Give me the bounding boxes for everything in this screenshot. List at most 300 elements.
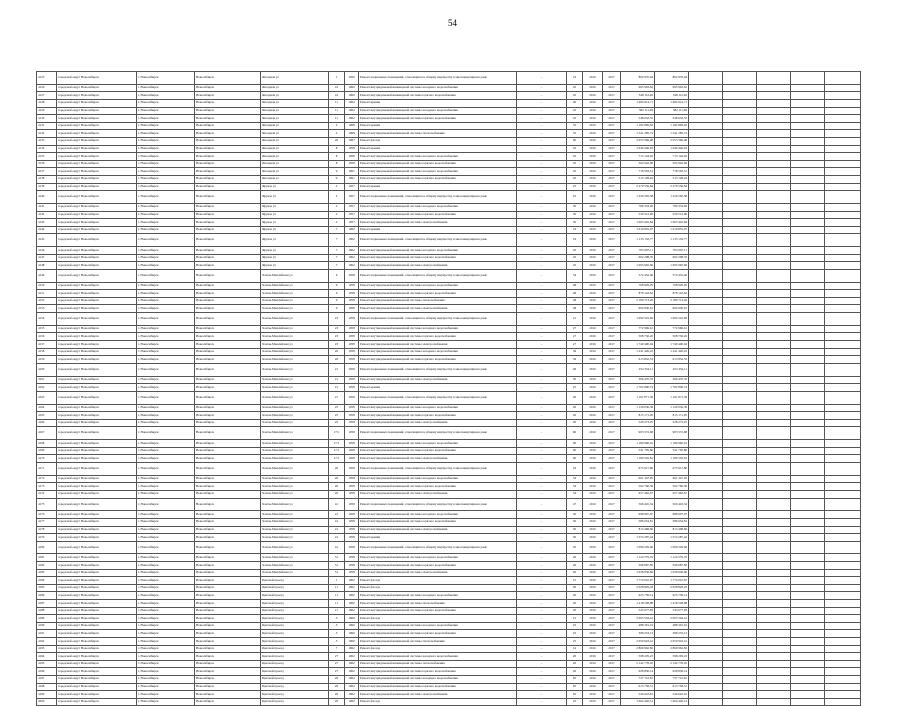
empty-cell [825,638,861,646]
district: Новосибирск [195,305,261,313]
empty-cell [689,462,723,475]
empty-cell [723,455,757,463]
cost-total: 1 418 528,88 [621,600,655,608]
empty-cell [757,254,791,262]
cost-fund: 559 512,96 [655,211,689,219]
empty-cell [791,160,825,168]
municipality: городской округ Новосибирск [57,297,137,305]
work-type: Ремонт подвальных помещений, относящихся к общему имуществу в многоквартирном доме [359,462,517,475]
row-number: 4167 [37,427,57,440]
year-end: 2017 [603,541,621,554]
value-a: – [517,297,567,305]
year-start: 2016 [583,325,603,333]
empty-cell [689,297,723,305]
work-type: Ремонт внутридомовой инженерной системы электроснабжения [359,419,517,427]
empty-cell [825,219,861,227]
value-b: 20 [567,419,583,427]
empty-cell [825,584,861,592]
municipality: городской округ Новосибирск [57,160,137,168]
empty-cell [757,498,791,511]
year-end: 2017 [603,600,621,608]
row-number: 4172 [37,475,57,483]
empty-cell [825,577,861,585]
year-start: 2016 [583,391,603,404]
empty-cell [723,404,757,412]
empty-cell [825,511,861,519]
year-start: 2016 [583,175,603,183]
year-end: 2017 [603,247,621,255]
value-a: – [517,511,567,519]
table-row [37,630,861,638]
cost-fund: 813 468,60 [655,526,689,534]
house-number: 29 [329,698,345,706]
municipality: городской округ Новосибирск [57,577,137,585]
work-type: Ремонт внутридомовой инженерной системы электроснабжения [359,262,517,270]
build-year: 1958 [345,282,359,290]
cost-total: 813 468,60 [621,526,655,534]
cost-fund: 396 470,35 [655,376,689,384]
empty-cell [791,419,825,427]
district: Новосибирск [195,226,261,234]
year-end: 2017 [603,363,621,376]
value-a: – [517,376,567,384]
empty-cell [757,440,791,448]
row-number: 4181 [37,554,57,562]
cost-total: 559 512,96 [621,211,655,219]
empty-cell [791,376,825,384]
table-row [37,72,861,85]
row-number: 4150 [37,282,57,290]
work-type: Ремонт подвальных помещений, относящихся к общему имуществу в многоквартирном доме [359,541,517,554]
empty-cell [723,427,757,440]
empty-cell [723,447,757,455]
value-a: – [517,541,567,554]
empty-cell [723,440,757,448]
cost-total: 718 593,51 [621,168,655,176]
municipality: городской округ Новосибирск [57,584,137,592]
value-b: 20 [567,653,583,661]
city: г. Новосибирск [137,175,195,183]
municipality: городской округ Новосибирск [57,219,137,227]
value-b: 45 [567,84,583,92]
row-number: 4200 [37,698,57,706]
value-b: 19 [567,234,583,247]
empty-cell [757,269,791,282]
value-b: 20 [567,660,583,668]
district: Новосибирск [195,607,261,615]
house-number: 8 [329,153,345,161]
empty-cell [791,483,825,491]
build-year: 1958 [345,419,359,427]
year-end: 2017 [603,462,621,475]
row-number: 4176 [37,511,57,519]
year-end: 2017 [603,592,621,600]
table-row [37,376,861,384]
table-row [37,99,861,107]
work-type: Ремонт внутридомовой инженерной системы теплоснабжения [359,660,517,668]
table-row [37,137,861,145]
cost-fund: 613 852,53 [655,356,689,364]
year-end: 2017 [603,483,621,491]
empty-cell [757,427,791,440]
municipality: городской округ Новосибирск [57,554,137,562]
row-number: 4190 [37,622,57,630]
municipality: городской округ Новосибирск [57,391,137,404]
cost-total: 1 484 914,71 [621,99,655,107]
value-a: – [517,130,567,138]
build-year: 1956 [345,72,359,85]
year-start: 2016 [583,592,603,600]
empty-cell [757,683,791,691]
street: Фасадная ул [261,107,329,115]
work-type: Ремонт внутридомовой инженерной системы холодного водоснабжения [359,404,517,412]
year-end: 2017 [603,297,621,305]
city: г. Новосибирск [137,130,195,138]
year-start: 2016 [583,698,603,706]
work-type: Ремонт внутридомовой инженерной системы холодного водоснабжения [359,592,517,600]
empty-cell [689,262,723,270]
house-number: 20 [329,483,345,491]
build-year: 1962 [345,584,359,592]
table-row [37,600,861,608]
value-b: 45 [567,160,583,168]
district: Новосибирск [195,376,261,384]
empty-cell [757,660,791,668]
city: г. Новосибирск [137,254,195,262]
row-number: 4133 [37,137,57,145]
municipality: городской округ Новосибирск [57,363,137,376]
house-number: 16 [329,84,345,92]
empty-cell [757,168,791,176]
cost-fund: 628 830,14 [655,668,689,676]
year-start: 2016 [583,483,603,491]
row-number: 4183 [37,569,57,577]
build-year: 1962 [345,262,359,270]
value-b: 26 [567,562,583,570]
table-row [37,562,861,570]
value-a: – [517,577,567,585]
value-a: – [517,615,567,623]
cost-fund: 582 111,69 [655,107,689,115]
year-start: 2016 [583,333,603,341]
cost-fund: 695 903,62 [655,84,689,92]
street: Фрунзе ул [261,247,329,255]
district: Новосибирск [195,356,261,364]
empty-cell [723,122,757,130]
empty-cell [757,526,791,534]
empty-cell [689,305,723,313]
empty-cell [825,130,861,138]
build-year: 1958 [345,526,359,534]
table-row [37,254,861,262]
cost-fund: 599 687,85 [655,562,689,570]
empty-cell [723,269,757,282]
value-b: 45 [567,247,583,255]
build-year: 1962 [345,247,359,255]
year-end: 2017 [603,145,621,153]
cost-fund: 1 065 992,66 [655,262,689,270]
table-row [37,511,861,519]
table-row [37,191,861,204]
empty-cell [689,341,723,349]
street: Ханты-Мансийская ул [261,391,329,404]
street: Цветной проезд [261,607,329,615]
empty-cell [757,211,791,219]
empty-cell [689,592,723,600]
cost-fund: 488 391,01 [655,622,689,630]
value-b: 50 [567,219,583,227]
value-b: 20 [567,600,583,608]
district: Новосибирск [195,137,261,145]
cost-total: 513 128,24 [621,175,655,183]
row-number: 4153 [37,305,57,313]
empty-cell [689,145,723,153]
empty-cell [791,122,825,130]
empty-cell [791,534,825,542]
row-number: 4156 [37,333,57,341]
cost-total: 508 736,26 [621,333,655,341]
city: г. Новосибирск [137,615,195,623]
value-b: 25 [567,622,583,630]
empty-cell [825,622,861,630]
house-number: 17/1 [329,455,345,463]
empty-cell [723,92,757,100]
house-number: 17/1 [329,447,345,455]
city: г. Новосибирск [137,356,195,364]
house-number: 5 [329,630,345,638]
city: г. Новосибирск [137,630,195,638]
build-year: 1962 [345,254,359,262]
row-number: 4136 [37,160,57,168]
year-start: 2016 [583,211,603,219]
street: Фрунзе ул [261,191,329,204]
build-year: 1962 [345,600,359,608]
house-number: 29 [329,675,345,683]
value-b: 20 [567,607,583,615]
value-a: – [517,122,567,130]
cost-total: 1 619 855,07 [621,226,655,234]
value-a: – [517,675,567,683]
empty-cell [791,226,825,234]
street: Цветной проезд [261,577,329,585]
street: Фасадная ул [261,92,329,100]
street: Ханты-Мансийская ул [261,498,329,511]
empty-cell [689,203,723,211]
value-b: 45 [567,254,583,262]
street: Фасадная ул [261,99,329,107]
work-type: Ремонт внутридомовой инженерной системы теплоснабжения [359,638,517,646]
municipality: городской округ Новосибирск [57,668,137,676]
house-number: 41 [329,541,345,554]
year-end: 2017 [603,137,621,145]
value-a: – [517,203,567,211]
value-a: – [517,554,567,562]
cost-total: 1 028 936,66 [621,569,655,577]
city: г. Новосибирск [137,219,195,227]
empty-cell [791,455,825,463]
row-number: 4186 [37,592,57,600]
table-row [37,262,861,270]
cost-fund: 1 063 445,84 [655,219,689,227]
value-a: – [517,490,567,498]
build-year: 1962 [345,653,359,661]
cost-fund: 1 619 855,07 [655,226,689,234]
empty-cell [791,130,825,138]
district: Новосибирск [195,404,261,412]
street: Цветной проезд [261,660,329,668]
build-year: 1958 [345,356,359,364]
empty-cell [757,226,791,234]
street: Фасадная ул [261,84,329,92]
empty-cell [689,175,723,183]
street: Ханты-Мансийская ул [261,297,329,305]
empty-cell [723,313,757,326]
year-end: 2017 [603,475,621,483]
house-number: 41 [329,518,345,526]
value-a: – [517,107,567,115]
district: Новосибирск [195,622,261,630]
cost-total: 698 907,07 [621,511,655,519]
empty-cell [723,175,757,183]
municipality: городской округ Новосибирск [57,447,137,455]
empty-cell [689,447,723,455]
district: Новосибирск [195,297,261,305]
empty-cell [757,115,791,123]
year-end: 2017 [603,622,621,630]
empty-cell [723,183,757,191]
district: Новосибирск [195,698,261,706]
value-a: – [517,518,567,526]
empty-cell [825,615,861,623]
value-b: 50 [567,203,583,211]
build-year: 1962 [345,675,359,683]
cost-fund: 602 208,76 [655,254,689,262]
value-b: 60 [567,427,583,440]
district: Новосибирск [195,638,261,646]
street: Ханты-Мансийская ул [261,569,329,577]
empty-cell [723,107,757,115]
value-a: – [517,219,567,227]
street: Ханты-Мансийская ул [261,427,329,440]
empty-cell [791,490,825,498]
empty-cell [825,115,861,123]
empty-cell [791,145,825,153]
street: Цветной проезд [261,675,329,683]
empty-cell [757,577,791,585]
empty-cell [791,313,825,326]
table-row [37,577,861,585]
empty-cell [825,191,861,204]
year-end: 2017 [603,607,621,615]
street: Ханты-Мансийская ул [261,419,329,427]
value-b: 60 [567,137,583,145]
value-b: 25 [567,384,583,392]
row-number: 4184 [37,577,57,585]
municipality: городской округ Новосибирск [57,483,137,491]
street: Фрунзе ул [261,254,329,262]
row-number: 4130 [37,115,57,123]
year-start: 2016 [583,191,603,204]
empty-cell [825,518,861,526]
cost-total: 2 869 962,82 [621,645,655,653]
house-number: 27 [329,653,345,661]
empty-cell [825,534,861,542]
table-row [37,584,861,592]
city: г. Новосибирск [137,92,195,100]
value-b: 26 [567,569,583,577]
empty-cell [791,325,825,333]
cost-total: 713 144,02 [621,153,655,161]
district: Новосибирск [195,203,261,211]
house-number: 17/1 [329,427,345,440]
house-number: 2 [329,219,345,227]
value-a: – [517,668,567,676]
street: Фрунзе ул [261,203,329,211]
empty-cell [757,325,791,333]
value-a: – [517,356,567,364]
empty-cell [689,638,723,646]
empty-cell [723,541,757,554]
year-end: 2017 [603,269,621,282]
year-start: 2016 [583,203,603,211]
value-a: – [517,183,567,191]
municipality: городской округ Новосибирск [57,99,137,107]
empty-cell [757,290,791,298]
house-number: 7 [329,254,345,262]
empty-cell [723,325,757,333]
row-number: 4145 [37,234,57,247]
value-b: 47 [567,498,583,511]
work-type: Ремонт внутридомовой инженерной системы холодного водоснабжения [359,84,517,92]
empty-cell [757,562,791,570]
empty-cell [825,440,861,448]
house-number: 2 [329,191,345,204]
value-a: – [517,562,567,570]
cost-fund: 613 758,31 [655,683,689,691]
street: Ханты-Мансийская ул [261,455,329,463]
build-year: 1958 [345,554,359,562]
year-end: 2017 [603,107,621,115]
row-number: 4191 [37,630,57,638]
work-type: Ремонт фасада [359,615,517,623]
street: Ханты-Мансийская ул [261,562,329,570]
empty-cell [791,175,825,183]
street: Ханты-Мансийская ул [261,384,329,392]
empty-cell [791,269,825,282]
empty-cell [825,211,861,219]
year-end: 2017 [603,577,621,585]
work-type: Ремонт подвальных помещений, относящихся к общему имуществу в многоквартирном доме [359,498,517,511]
municipality: городской округ Новосибирск [57,541,137,554]
value-b: 45 [567,175,583,183]
empty-cell [757,698,791,706]
year-start: 2016 [583,490,603,498]
table-row [37,107,861,115]
year-end: 2017 [603,630,621,638]
value-b: 21 [567,313,583,326]
value-a: – [517,211,567,219]
value-a: – [517,290,567,298]
street: Цветной проезд [261,638,329,646]
empty-cell [791,462,825,475]
row-number: 4188 [37,607,57,615]
city: г. Новосибирск [137,698,195,706]
work-type: Ремонт внутридомовой инженерной системы горячего водоснабжения [359,668,517,676]
build-year: 1958 [345,384,359,392]
empty-cell [723,577,757,585]
value-b: 60 [567,440,583,448]
empty-cell [723,698,757,706]
